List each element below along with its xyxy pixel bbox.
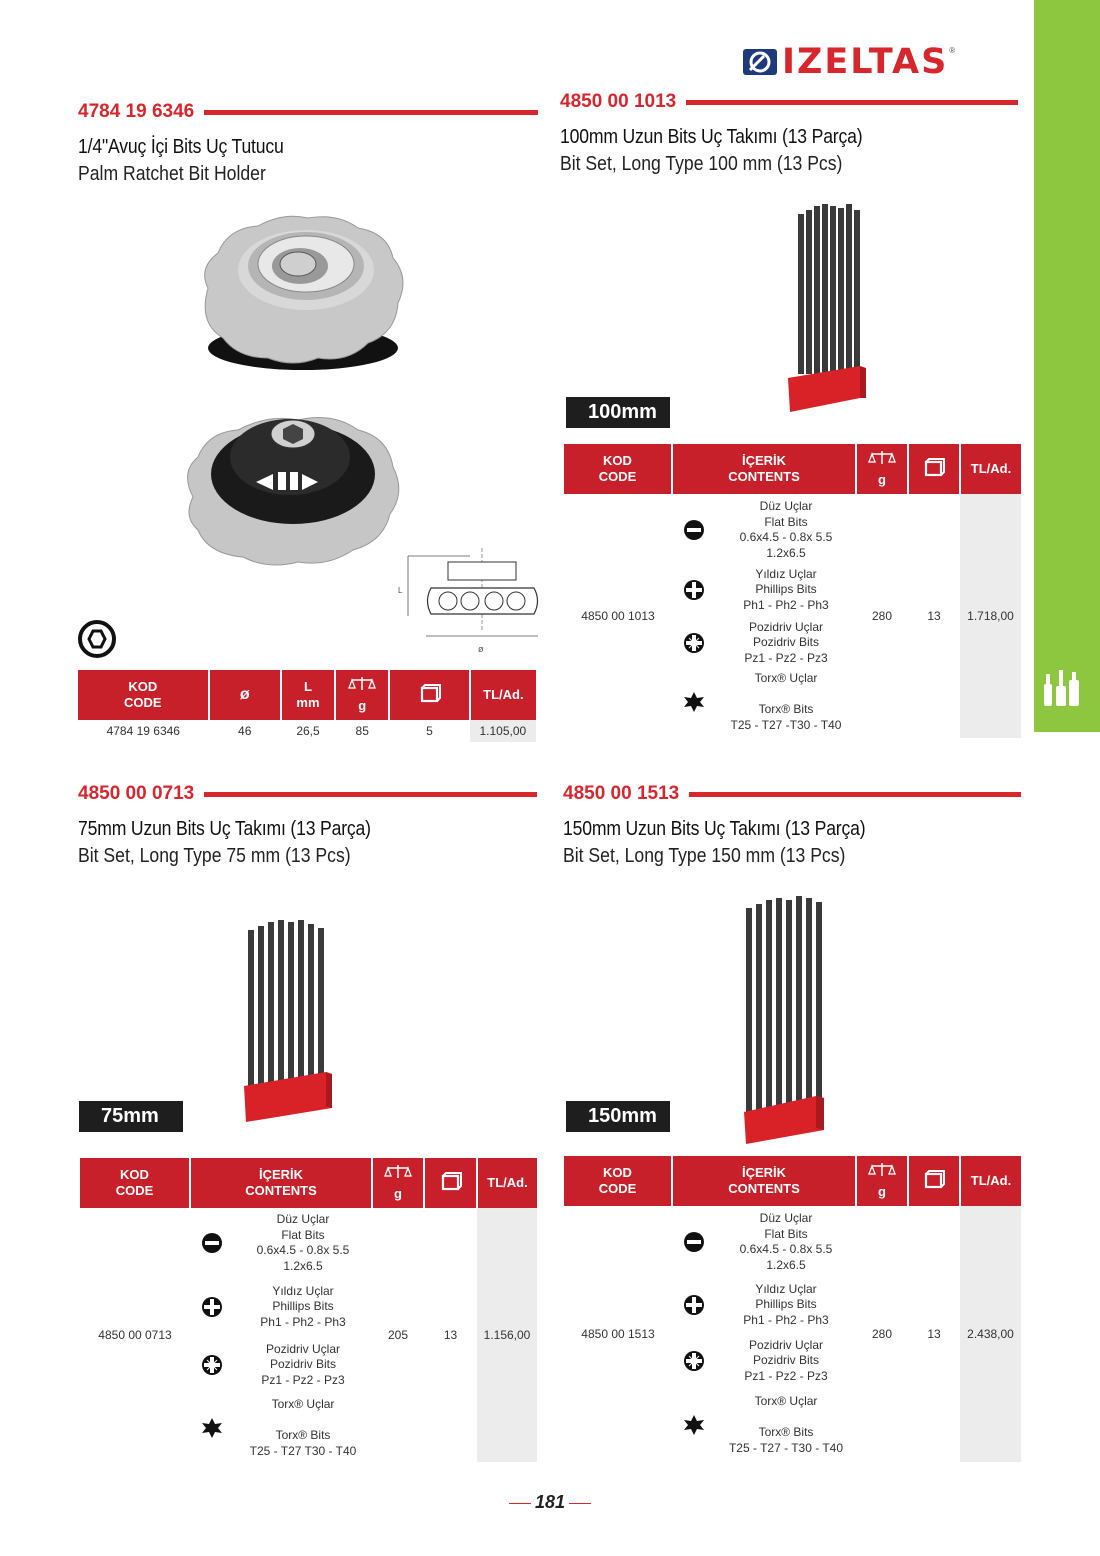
product-section-75mm — [78, 782, 537, 868]
size-tag-75mm: 75mm — [79, 1101, 183, 1132]
package-icon — [440, 1171, 462, 1191]
cell-weight: 85 — [355, 724, 369, 738]
product-title-en: Bit Set, Long Type 150 mm (13 Pcs) — [563, 845, 846, 867]
col-code: KOD CODE — [78, 670, 209, 720]
cell-diameter: 46 — [238, 724, 252, 738]
col-contents: İÇERİK CONTENTS — [672, 444, 856, 494]
bit-set-150mm-image — [738, 890, 832, 1146]
table-row — [564, 494, 1021, 738]
scale-icon — [868, 1162, 896, 1180]
product-title-tr: 100mm Uzun Bits Uç Takımı (13 Parça) — [560, 126, 863, 148]
pozidriv-bit-icon — [201, 1354, 223, 1376]
spec-table-75mm — [80, 1158, 537, 1462]
cell-price: 1.718,00 — [960, 494, 1021, 738]
col-diameter: ø — [209, 670, 281, 720]
bit-set-100mm-image — [780, 200, 870, 414]
cell-price: 2.438,00 — [960, 1206, 1021, 1462]
product-title-tr: 1/4"Avuç İçi Bits Uç Tutucu — [78, 136, 284, 158]
col-price: TL/Ad. — [960, 1156, 1021, 1206]
col-price: TL/Ad. — [477, 1158, 537, 1208]
col-pack — [908, 444, 960, 494]
phillips-bit-icon — [683, 1294, 705, 1316]
table-row — [564, 1206, 1021, 1462]
product-section-150mm — [563, 782, 1021, 868]
dimension-diameter-label: ø — [478, 644, 484, 654]
cell-weight: 205 — [387, 1328, 409, 1342]
flat-bit-icon — [683, 519, 705, 541]
palm-ratchet-bottom-image — [178, 402, 408, 572]
palm-ratchet-top-image — [188, 208, 418, 378]
brand-logo — [742, 41, 956, 82]
phillips-bit-icon — [683, 579, 705, 601]
page-number — [0, 1492, 1100, 1513]
torx-bit-icon — [201, 1417, 223, 1439]
list-item: Yıldız Uçlar Phillips Bits Ph1 - Ph2 - Ph3 — [672, 563, 856, 617]
col-weight: g — [856, 444, 908, 494]
hex-drive-icon — [77, 619, 117, 659]
col-code: KOD CODE — [564, 444, 672, 494]
brand-registered-mark: ® — [949, 46, 956, 55]
col-weight: g — [335, 670, 389, 720]
code-rule — [204, 792, 537, 797]
cell-contents — [672, 1206, 856, 1462]
list-item: Torx® Uçlar Torx® Bits T25 - T27 T30 - T40 — [190, 1394, 372, 1462]
ratchet-dimension-drawing — [396, 546, 546, 656]
pozidriv-bit-icon — [683, 1350, 705, 1372]
cell-pack: 13 — [927, 1327, 941, 1341]
dimension-l-label: L — [398, 586, 403, 595]
list-item: Düz Uçlar Flat Bits 0.6x4.5 - 0.8x 5.5 1.2x6.5 — [672, 1207, 856, 1277]
spec-table-150mm — [564, 1156, 1021, 1462]
product-code-header — [78, 782, 537, 806]
cell-code: 4850 00 0713 — [98, 1328, 172, 1342]
package-icon — [923, 457, 945, 477]
product-code-header — [563, 782, 1021, 806]
table-row — [80, 1208, 537, 1462]
list-item: Düz Uçlar Flat Bits 0.6x4.5 - 0.8x 5.5 1.2x6.5 — [672, 497, 856, 563]
col-weight: g — [372, 1158, 424, 1208]
cell-code: 4850 00 1513 — [581, 1327, 655, 1341]
product-title-en: Palm Ratchet Bit Holder — [78, 163, 266, 185]
tools-category-icon — [1042, 662, 1082, 710]
product-code: 4784 19 6346 — [78, 101, 195, 122]
col-price: TL/Ad. — [960, 444, 1021, 494]
scale-icon — [348, 676, 376, 694]
list-item: Pozidriv Uçlar Pozidriv Bits Pz1 - Pz2 - Pz3 — [190, 1336, 372, 1394]
cell-weight: 280 — [871, 1327, 893, 1341]
page-number-value: 181 — [534, 1492, 566, 1512]
product-code: 4850 00 1013 — [560, 91, 677, 112]
col-code: KOD CODE — [564, 1156, 672, 1206]
product-section-100mm — [560, 90, 1018, 176]
phillips-bit-icon — [201, 1296, 223, 1318]
bit-set-75mm-image — [236, 914, 340, 1128]
cell-contents — [672, 494, 856, 738]
flat-bit-icon — [201, 1232, 223, 1254]
code-rule — [686, 100, 1018, 105]
list-item: Pozidriv Uçlar Pozidriv Bits Pz1 - Pz2 - Pz3 — [672, 617, 856, 669]
product-title-tr: 75mm Uzun Bits Uç Takımı (13 Parça) — [78, 818, 371, 840]
cell-weight: 280 — [871, 609, 893, 623]
cell-length: 26,5 — [296, 724, 320, 738]
col-code: KOD CODE — [80, 1158, 190, 1208]
package-icon — [923, 1169, 945, 1189]
cell-code: 4784 19 6346 — [106, 724, 180, 738]
brand-emblem-icon — [742, 48, 778, 76]
col-contents: İÇERİK CONTENTS — [672, 1156, 856, 1206]
cell-contents — [190, 1208, 372, 1462]
scale-icon — [868, 450, 896, 468]
table-row — [78, 720, 536, 742]
list-item: Torx® Uçlar Torx® Bits T25 - T27 - T30 - T40 — [672, 1389, 856, 1461]
package-icon — [419, 683, 441, 703]
cell-code: 4850 00 1013 — [581, 609, 655, 623]
size-tag-150mm: 150mm — [566, 1101, 670, 1132]
col-contents: İÇERİK CONTENTS — [190, 1158, 372, 1208]
code-rule — [689, 792, 1021, 797]
cell-price: 1.156,00 — [477, 1208, 537, 1462]
torx-bit-icon — [683, 1414, 705, 1436]
product-title-en: Bit Set, Long Type 75 mm (13 Pcs) — [78, 845, 351, 867]
spec-table-palm-ratchet — [78, 670, 536, 742]
scale-icon — [384, 1164, 412, 1182]
spec-table-100mm — [564, 444, 1021, 738]
cell-price: 1.105,00 — [470, 720, 536, 742]
pozidriv-bit-icon — [683, 632, 705, 654]
col-pack — [908, 1156, 960, 1206]
product-code-header — [560, 90, 1018, 114]
category-side-bar — [1034, 0, 1100, 732]
col-pack — [424, 1158, 477, 1208]
brand-name: IZELTAS — [782, 41, 949, 82]
product-title-tr: 150mm Uzun Bits Uç Takımı (13 Parça) — [563, 818, 866, 840]
cell-pack: 5 — [426, 724, 433, 738]
col-pack — [389, 670, 469, 720]
list-item: Düz Uçlar Flat Bits 0.6x4.5 - 0.8x 5.5 1.2x6.5 — [190, 1208, 372, 1278]
product-code-header — [78, 100, 538, 124]
col-price: TL/Ad. — [470, 670, 536, 720]
list-item: Yıldız Uçlar Phillips Bits Ph1 - Ph2 - Ph3 — [190, 1278, 372, 1336]
size-tag-100mm: 100mm — [566, 397, 670, 428]
list-item: Yıldız Uçlar Phillips Bits Ph1 - Ph2 - Ph3 — [672, 1277, 856, 1333]
product-code: 4850 00 0713 — [78, 783, 195, 804]
col-weight: g — [856, 1156, 908, 1206]
product-section-palm-ratchet — [78, 100, 538, 186]
torx-bit-icon — [683, 691, 705, 713]
list-item: Torx® Uçlar Torx® Bits T25 - T27 -T30 - T40 — [672, 669, 856, 735]
cell-pack: 13 — [927, 609, 941, 623]
code-rule — [204, 110, 538, 115]
list-item: Pozidriv Uçlar Pozidriv Bits Pz1 - Pz2 - Pz3 — [672, 1333, 856, 1389]
flat-bit-icon — [683, 1231, 705, 1253]
col-length: L mm — [281, 670, 335, 720]
product-title-en: Bit Set, Long Type 100 mm (13 Pcs) — [560, 153, 843, 175]
cell-pack: 13 — [443, 1328, 458, 1342]
product-code: 4850 00 1513 — [563, 783, 680, 804]
